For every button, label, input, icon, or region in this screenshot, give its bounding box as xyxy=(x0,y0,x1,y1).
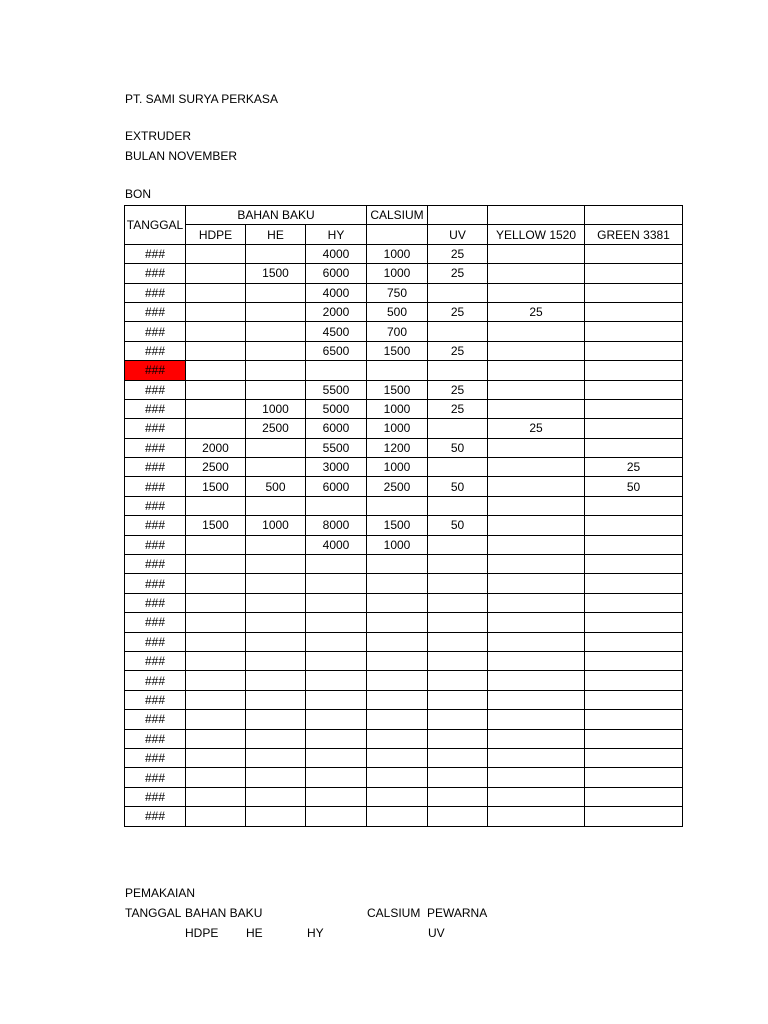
cell-yellow xyxy=(488,535,585,554)
cell-green xyxy=(585,768,683,787)
cell-green xyxy=(585,341,683,360)
cell-yellow xyxy=(488,458,585,477)
cell-calsium xyxy=(367,729,428,748)
cell-hy xyxy=(306,613,367,632)
cell-uv xyxy=(428,748,488,767)
header-green-3381: GREEN 3381 xyxy=(585,225,683,244)
table-row xyxy=(125,574,683,593)
cell-green xyxy=(585,787,683,806)
cell-green xyxy=(585,535,683,554)
cell-tanggal: ### xyxy=(125,322,186,341)
cell-yellow xyxy=(488,380,585,399)
cell-hy xyxy=(306,651,367,670)
cell-he xyxy=(246,458,306,477)
cell-green xyxy=(585,748,683,767)
cell-hdpe xyxy=(186,419,246,438)
cell-uv: 25 xyxy=(428,302,488,321)
header-he: HE xyxy=(246,225,306,244)
pemakaian-hy: HY xyxy=(307,926,324,940)
header-uv: UV xyxy=(428,225,488,244)
cell-green: 50 xyxy=(585,477,683,496)
cell-tanggal: ### xyxy=(125,302,186,321)
table-row xyxy=(125,438,683,457)
cell-uv xyxy=(428,671,488,690)
cell-uv xyxy=(428,768,488,787)
cell-green xyxy=(585,593,683,612)
cell-hdpe xyxy=(186,555,246,574)
cell-uv xyxy=(428,807,488,826)
cell-calsium xyxy=(367,710,428,729)
cell-calsium xyxy=(367,593,428,612)
cell-tanggal: ### xyxy=(125,748,186,767)
cell-he xyxy=(246,710,306,729)
cell-hdpe xyxy=(186,361,246,380)
cell-hdpe xyxy=(186,535,246,554)
cell-uv xyxy=(428,458,488,477)
cell-tanggal: ### xyxy=(125,477,186,496)
table-row xyxy=(125,341,683,360)
cell-yellow xyxy=(488,574,585,593)
table-row xyxy=(125,632,683,651)
cell-tanggal: ### xyxy=(125,574,186,593)
cell-hdpe xyxy=(186,302,246,321)
table-row xyxy=(125,244,683,263)
cell-green xyxy=(585,516,683,535)
table-row xyxy=(125,380,683,399)
cell-he xyxy=(246,690,306,709)
table-row xyxy=(125,651,683,670)
cell-calsium: 1000 xyxy=(367,419,428,438)
cell-hdpe xyxy=(186,322,246,341)
section-title: EXTRUDER xyxy=(125,129,192,143)
cell-green xyxy=(585,302,683,321)
cell-yellow xyxy=(488,729,585,748)
table-row xyxy=(125,322,683,341)
cell-tanggal: ### xyxy=(125,458,186,477)
cell-calsium xyxy=(367,651,428,670)
cell-yellow: 25 xyxy=(488,302,585,321)
pemakaian-bahan-baku: BAHAN BAKU xyxy=(185,906,263,920)
cell-hy: 4000 xyxy=(306,535,367,554)
cell-tanggal: ### xyxy=(125,419,186,438)
table-row xyxy=(125,613,683,632)
header-blank xyxy=(367,225,428,244)
cell-tanggal: ### xyxy=(125,613,186,632)
cell-yellow xyxy=(488,807,585,826)
cell-green xyxy=(585,651,683,670)
pemakaian-hdpe: HDPE xyxy=(185,926,219,940)
cell-hy: 6000 xyxy=(306,264,367,283)
cell-he xyxy=(246,574,306,593)
cell-calsium: 2500 xyxy=(367,477,428,496)
cell-uv xyxy=(428,690,488,709)
header-blank xyxy=(488,206,585,225)
header-bahan-baku: BAHAN BAKU xyxy=(186,206,367,225)
cell-calsium: 700 xyxy=(367,322,428,341)
cell-hy: 6000 xyxy=(306,477,367,496)
cell-calsium: 1000 xyxy=(367,244,428,263)
cell-yellow xyxy=(488,477,585,496)
cell-he xyxy=(246,438,306,457)
cell-calsium: 1500 xyxy=(367,380,428,399)
table-row xyxy=(125,399,683,418)
cell-green xyxy=(585,807,683,826)
table-row xyxy=(125,690,683,709)
cell-yellow xyxy=(488,399,585,418)
cell-hdpe xyxy=(186,574,246,593)
cell-he xyxy=(246,807,306,826)
cell-he xyxy=(246,613,306,632)
table-row xyxy=(125,496,683,515)
table-row xyxy=(125,458,683,477)
cell-calsium xyxy=(367,671,428,690)
cell-calsium: 1500 xyxy=(367,516,428,535)
cell-tanggal: ### xyxy=(125,516,186,535)
cell-he xyxy=(246,535,306,554)
cell-hdpe xyxy=(186,748,246,767)
cell-hy: 5500 xyxy=(306,438,367,457)
cell-hy xyxy=(306,574,367,593)
cell-he xyxy=(246,244,306,263)
cell-green xyxy=(585,419,683,438)
cell-yellow xyxy=(488,361,585,380)
cell-hy xyxy=(306,710,367,729)
cell-hdpe xyxy=(186,710,246,729)
cell-uv: 25 xyxy=(428,399,488,418)
cell-hy: 6500 xyxy=(306,341,367,360)
cell-tanggal: ### xyxy=(125,361,186,380)
cell-uv xyxy=(428,283,488,302)
cell-tanggal: ### xyxy=(125,671,186,690)
cell-uv xyxy=(428,710,488,729)
cell-calsium xyxy=(367,613,428,632)
cell-green xyxy=(585,380,683,399)
cell-hdpe xyxy=(186,632,246,651)
cell-uv xyxy=(428,787,488,806)
cell-hdpe xyxy=(186,768,246,787)
cell-hdpe: 2500 xyxy=(186,458,246,477)
table-row xyxy=(125,264,683,283)
cell-uv xyxy=(428,361,488,380)
table-row xyxy=(125,710,683,729)
cell-he xyxy=(246,302,306,321)
cell-uv xyxy=(428,419,488,438)
cell-hy xyxy=(306,729,367,748)
cell-yellow xyxy=(488,748,585,767)
cell-uv xyxy=(428,632,488,651)
cell-tanggal: ### xyxy=(125,632,186,651)
cell-hy: 4000 xyxy=(306,244,367,263)
cell-he: 1000 xyxy=(246,399,306,418)
table-row xyxy=(125,283,683,302)
cell-yellow xyxy=(488,613,585,632)
cell-uv: 25 xyxy=(428,244,488,263)
cell-tanggal: ### xyxy=(125,729,186,748)
cell-tanggal: ### xyxy=(125,283,186,302)
cell-calsium xyxy=(367,361,428,380)
cell-calsium xyxy=(367,574,428,593)
cell-yellow xyxy=(488,787,585,806)
cell-he xyxy=(246,555,306,574)
cell-uv xyxy=(428,593,488,612)
cell-calsium: 1000 xyxy=(367,399,428,418)
header-hdpe: HDPE xyxy=(186,225,246,244)
cell-he xyxy=(246,632,306,651)
cell-he xyxy=(246,496,306,515)
cell-tanggal: ### xyxy=(125,244,186,263)
cell-hdpe xyxy=(186,244,246,263)
cell-tanggal: ### xyxy=(125,380,186,399)
cell-green xyxy=(585,496,683,515)
table-row xyxy=(125,361,683,380)
cell-he: 500 xyxy=(246,477,306,496)
cell-uv: 25 xyxy=(428,380,488,399)
cell-hy xyxy=(306,671,367,690)
cell-hy xyxy=(306,593,367,612)
cell-green xyxy=(585,690,683,709)
cell-hy xyxy=(306,496,367,515)
cell-green xyxy=(585,632,683,651)
cell-he xyxy=(246,651,306,670)
cell-tanggal: ### xyxy=(125,264,186,283)
table-row xyxy=(125,535,683,554)
cell-tanggal: ### xyxy=(125,807,186,826)
cell-green xyxy=(585,613,683,632)
cell-uv xyxy=(428,496,488,515)
cell-hy: 2000 xyxy=(306,302,367,321)
table-row xyxy=(125,807,683,826)
header-blank xyxy=(428,206,488,225)
cell-tanggal: ### xyxy=(125,438,186,457)
header-hy: HY xyxy=(306,225,367,244)
cell-yellow xyxy=(488,341,585,360)
bon-table xyxy=(124,205,683,827)
cell-green xyxy=(585,555,683,574)
cell-calsium xyxy=(367,787,428,806)
cell-uv xyxy=(428,574,488,593)
cell-calsium: 1200 xyxy=(367,438,428,457)
cell-green xyxy=(585,399,683,418)
cell-green xyxy=(585,361,683,380)
cell-hy: 5500 xyxy=(306,380,367,399)
cell-yellow xyxy=(488,438,585,457)
cell-green xyxy=(585,671,683,690)
cell-he xyxy=(246,322,306,341)
cell-hy: 4500 xyxy=(306,322,367,341)
cell-hy xyxy=(306,787,367,806)
cell-yellow xyxy=(488,283,585,302)
cell-hdpe xyxy=(186,651,246,670)
header-row-1 xyxy=(125,206,683,225)
pemakaian-tanggal: TANGGAL xyxy=(125,906,182,920)
cell-he xyxy=(246,729,306,748)
cell-calsium: 750 xyxy=(367,283,428,302)
table-row xyxy=(125,516,683,535)
cell-calsium xyxy=(367,632,428,651)
cell-calsium xyxy=(367,496,428,515)
cell-calsium xyxy=(367,555,428,574)
cell-hy xyxy=(306,361,367,380)
cell-uv: 25 xyxy=(428,341,488,360)
table-row xyxy=(125,671,683,690)
cell-hy xyxy=(306,690,367,709)
cell-yellow xyxy=(488,593,585,612)
cell-hdpe xyxy=(186,787,246,806)
header-row-2 xyxy=(125,225,683,244)
cell-green xyxy=(585,574,683,593)
cell-uv xyxy=(428,555,488,574)
cell-tanggal: ### xyxy=(125,690,186,709)
month-title: BULAN NOVEMBER xyxy=(125,149,238,163)
cell-calsium xyxy=(367,748,428,767)
cell-yellow xyxy=(488,632,585,651)
pemakaian-uv: UV xyxy=(428,926,445,940)
cell-he xyxy=(246,768,306,787)
cell-hy xyxy=(306,748,367,767)
cell-he: 1000 xyxy=(246,516,306,535)
cell-green xyxy=(585,729,683,748)
pemakaian-calsium: CALSIUM xyxy=(367,906,421,920)
cell-tanggal: ### xyxy=(125,593,186,612)
header-calsium: CALSIUM xyxy=(367,206,428,225)
cell-hdpe: 1500 xyxy=(186,477,246,496)
cell-he xyxy=(246,593,306,612)
cell-hdpe xyxy=(186,729,246,748)
header-yellow-1520: YELLOW 1520 xyxy=(488,225,585,244)
cell-yellow xyxy=(488,322,585,341)
cell-hdpe: 1500 xyxy=(186,516,246,535)
cell-uv xyxy=(428,729,488,748)
cell-uv: 50 xyxy=(428,477,488,496)
cell-tanggal: ### xyxy=(125,787,186,806)
cell-uv xyxy=(428,535,488,554)
pemakaian-pewarna: PEWARNA xyxy=(427,906,488,920)
cell-hdpe xyxy=(186,807,246,826)
table-row xyxy=(125,555,683,574)
cell-hy xyxy=(306,768,367,787)
company-name: PT. SAMI SURYA PERKASA xyxy=(125,92,278,106)
cell-green xyxy=(585,710,683,729)
cell-hdpe xyxy=(186,671,246,690)
table-row xyxy=(125,302,683,321)
cell-calsium: 1500 xyxy=(367,341,428,360)
cell-green xyxy=(585,244,683,263)
cell-he xyxy=(246,380,306,399)
cell-tanggal: ### xyxy=(125,768,186,787)
cell-hdpe xyxy=(186,496,246,515)
cell-calsium: 1000 xyxy=(367,458,428,477)
cell-hdpe xyxy=(186,341,246,360)
cell-calsium xyxy=(367,690,428,709)
cell-he xyxy=(246,341,306,360)
cell-hdpe xyxy=(186,690,246,709)
cell-hy: 5000 xyxy=(306,399,367,418)
table-row xyxy=(125,477,683,496)
cell-yellow xyxy=(488,671,585,690)
cell-calsium: 1000 xyxy=(367,264,428,283)
cell-he xyxy=(246,671,306,690)
cell-yellow xyxy=(488,768,585,787)
table-row xyxy=(125,748,683,767)
cell-green xyxy=(585,264,683,283)
cell-tanggal: ### xyxy=(125,710,186,729)
cell-green xyxy=(585,322,683,341)
cell-hdpe: 2000 xyxy=(186,438,246,457)
cell-yellow xyxy=(488,516,585,535)
cell-tanggal: ### xyxy=(125,555,186,574)
cell-tanggal: ### xyxy=(125,341,186,360)
cell-yellow: 25 xyxy=(488,419,585,438)
cell-hy: 6000 xyxy=(306,419,367,438)
cell-hy: 4000 xyxy=(306,283,367,302)
cell-yellow xyxy=(488,710,585,729)
cell-hdpe xyxy=(186,613,246,632)
cell-yellow xyxy=(488,264,585,283)
cell-calsium xyxy=(367,807,428,826)
cell-he xyxy=(246,283,306,302)
pemakaian-he: HE xyxy=(246,926,263,940)
header-tanggal: TANGGAL xyxy=(125,206,186,245)
cell-green: 25 xyxy=(585,458,683,477)
cell-calsium: 1000 xyxy=(367,535,428,554)
cell-uv: 50 xyxy=(428,516,488,535)
cell-hdpe xyxy=(186,283,246,302)
cell-hy xyxy=(306,555,367,574)
cell-uv xyxy=(428,322,488,341)
cell-green xyxy=(585,283,683,302)
cell-hdpe xyxy=(186,380,246,399)
table-row xyxy=(125,593,683,612)
cell-uv xyxy=(428,651,488,670)
cell-tanggal: ### xyxy=(125,651,186,670)
cell-hy xyxy=(306,807,367,826)
cell-calsium: 500 xyxy=(367,302,428,321)
cell-hdpe xyxy=(186,264,246,283)
cell-yellow xyxy=(488,555,585,574)
cell-green xyxy=(585,438,683,457)
cell-calsium xyxy=(367,768,428,787)
cell-hy: 8000 xyxy=(306,516,367,535)
cell-tanggal: ### xyxy=(125,399,186,418)
cell-yellow xyxy=(488,690,585,709)
table-row xyxy=(125,729,683,748)
cell-he xyxy=(246,748,306,767)
cell-hy: 3000 xyxy=(306,458,367,477)
cell-hy xyxy=(306,632,367,651)
bon-label: BON xyxy=(125,187,152,201)
cell-yellow xyxy=(488,651,585,670)
table-row xyxy=(125,768,683,787)
cell-hdpe xyxy=(186,593,246,612)
cell-he: 1500 xyxy=(246,264,306,283)
cell-yellow xyxy=(488,496,585,515)
cell-uv xyxy=(428,613,488,632)
cell-uv: 25 xyxy=(428,264,488,283)
cell-he: 2500 xyxy=(246,419,306,438)
cell-tanggal: ### xyxy=(125,496,186,515)
cell-tanggal: ### xyxy=(125,535,186,554)
cell-he xyxy=(246,361,306,380)
table-row xyxy=(125,419,683,438)
cell-hdpe xyxy=(186,399,246,418)
cell-yellow xyxy=(488,244,585,263)
pemakaian-title: PEMAKAIAN xyxy=(125,886,196,900)
cell-he xyxy=(246,787,306,806)
cell-uv: 50 xyxy=(428,438,488,457)
table-row xyxy=(125,787,683,806)
header-blank xyxy=(585,206,683,225)
